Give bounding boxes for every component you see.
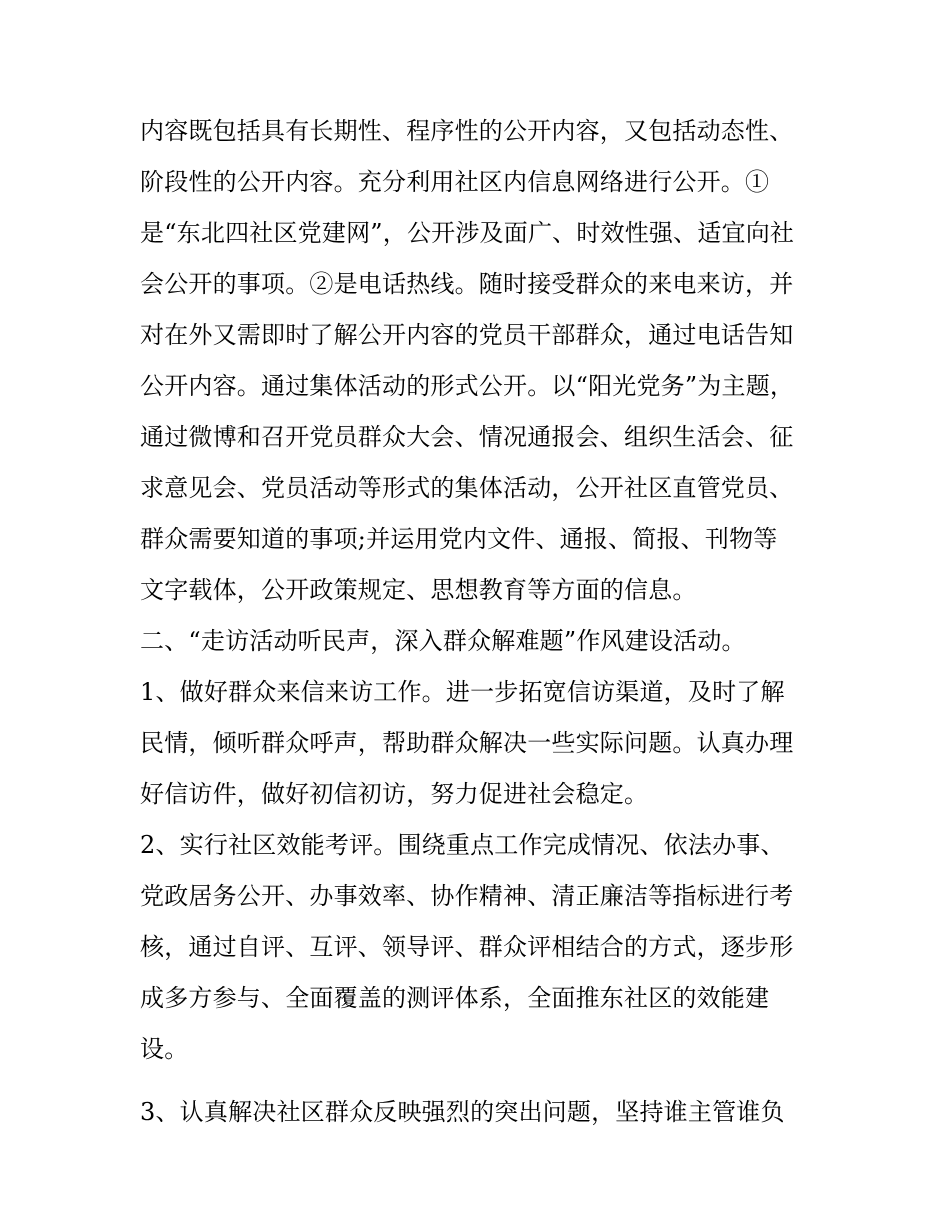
text-line: 阶段性的公开内容。充分利用社区内信息网络进行公开。① [140, 168, 770, 196]
text-line: 内容既包括具有长期性、程序性的公开内容，又包括动态性、 [140, 117, 794, 145]
section-heading: 二、“走访活动听民声，深入群众解难题”作风建设活动。 [140, 627, 746, 655]
document-body [140, 106, 820, 1138]
text-line: 求意见会、党员活动等形式的集体活动，公开社区直管党员、 [140, 474, 794, 502]
paragraph-gap [140, 1075, 820, 1087]
text-line: 通过微博和召开党员群众大会、情况通报会、组织生活会、征 [140, 423, 794, 451]
text-line: 会公开的事项。②是电话热线。随时接受群众的来电来访，并 [140, 270, 794, 298]
text-line: 是“东北四社区党建网”，公开涉及面广、时效性强、适宜向社 [140, 219, 795, 247]
text-line: 民情，倾听群众呼声，帮助群众解决一些实际问题。认真办理 [140, 729, 794, 757]
text-line: 3、认真解决社区群众反映强烈的突出问题，坚持谁主管谁负 [140, 1098, 785, 1126]
text-line: 核，通过自评、互评、领导评、群众评相结合的方式，逐步形 [140, 933, 794, 961]
text-line: 对在外又需即时了解公开内容的党员干部群众，通过电话告知 [140, 321, 794, 349]
text-line: 党政居务公开、办事效率、协作精神、清正廉洁等指标进行考 [140, 882, 794, 910]
text-line: 设。 [140, 1035, 189, 1063]
text-line: 公开内容。通过集体活动的形式公开。以“阳光党务”为主题， [140, 372, 795, 400]
text-line: 2、实行社区效能考评。围绕重点工作完成情况、依法办事、 [140, 831, 785, 859]
text-line: 成多方参与、全面覆盖的测评体系，全面推东社区的效能建 [140, 984, 770, 1012]
text-line: 1、做好群众来信来访工作。进一步拓宽信访渠道，及时了解 [140, 678, 785, 706]
text-line: 文字载体，公开政策规定、思想教育等方面的信息。 [140, 576, 697, 604]
text-line: 群众需要知道的事项;并运用党内文件、通报、简报、刊物等 [140, 525, 778, 553]
text-line: 好信访件，做好初信初访，努力促进社会稳定。 [140, 780, 649, 808]
